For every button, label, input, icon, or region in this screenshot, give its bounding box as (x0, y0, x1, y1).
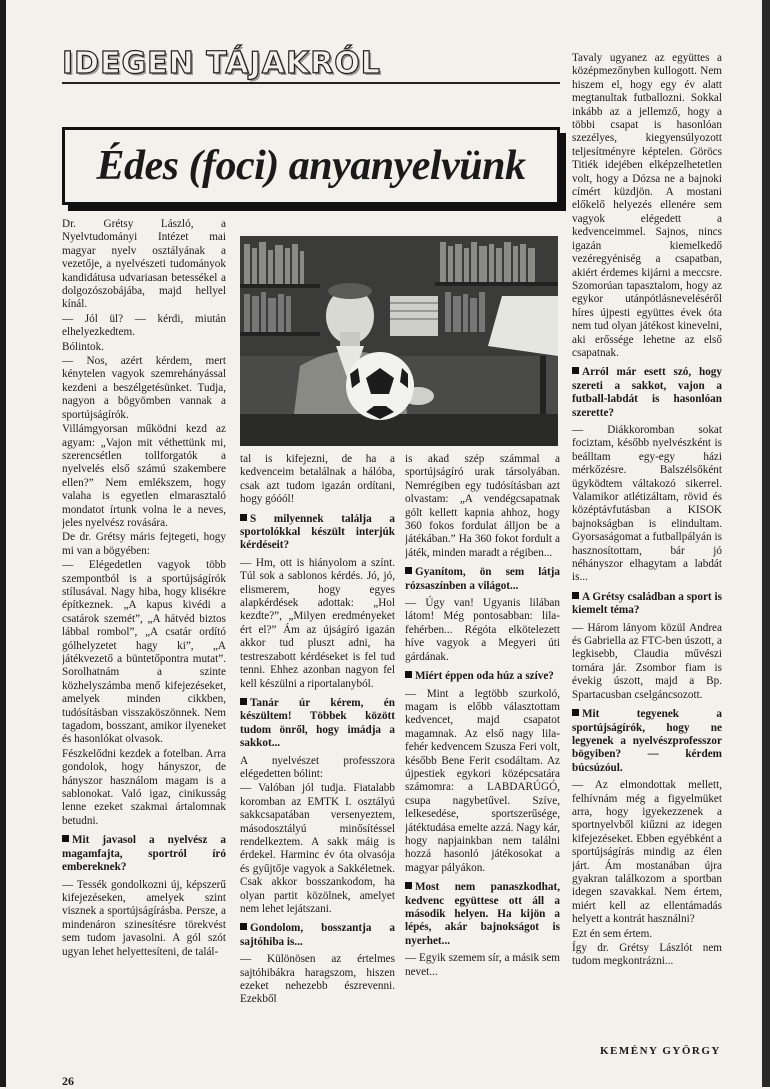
paragraph: Így dr. Grétsy Lászlót nem tudom megkontrázni... (572, 942, 722, 968)
photo-illustration (240, 236, 558, 446)
author-byline: KEMÉNY GYÖRGY (600, 1045, 721, 1057)
paragraph: — Nos, azért kérdem, mert kénytelen vagyok szemrehányással kezdeni a beszélgetésünket. Tudja, nagyon a bögyömben vannak a sportújságírók. (62, 355, 226, 421)
paragraph: — Az elmondottak mellett, felhívnám még a figyelmüket arra, hogy igyekezzenek a sportnyelvből kiűzni az idegen kifejezéseket. Ebben egyébként a sportújságírás mindig az élen járt. Ám mostanában újra gyakran találkozom a sportban idegen szavakkal. Nem értem, miért kell az ellentámadás helyett a kontrát használni? (572, 779, 722, 926)
paragraph: — Jól ül? — kérdi, miután elhelyezkedtem. (62, 312, 226, 339)
question-text: S milyennek találja a sportolókkal készült interjúk kérdéseit? (240, 512, 395, 552)
paragraph: — Egyik szemem sír, a másik sem nevet... (405, 952, 560, 978)
paragraph: Dr. Grétsy László, a Nyelvtudományi Intézet mai magyar nyelv osztályának a vezetője, a nyelvészeti tudományok kandidátusa udvariasan betessékel a dolgozószobájába, majd hellyel kínál. (62, 218, 226, 311)
paragraph: Villámgyorsan működni kezd az agyam: „Vajon mit véthettünk mi, szerencsétlen tollforgatók a nyelvelés első számú szakembere ellen?” Nem emlékszem, hogy valaha is egyetlen elmarasztaló mondatot írtunk volna le a neves, jeles nyelvész rovására. (62, 423, 226, 529)
interview-question (240, 922, 395, 949)
paragraph: — Mint a legtöbb szurkoló, magam is előbb választottam kedvencet, majd csapatot magamnak. Az első nagy lila-fehér kedvencem Szusza Feri volt, később Bene Ferit csodáltam. Az újpestiek egykori középcsatára számomra: a LABDARÚGÓ, csupa nagybetűvel. Szíve, lelkesedése, sportszerűsége, játéktudása emelte azzá. Nagy kár, hogy napjainkban nem találni hozzá hasonló játékosokat a magyar pályákon. (405, 687, 560, 874)
question-text: Mit tegyenek a sportújságírók, hogy ne legyenek a nyelvészprofesszor bögyiben? — kérdem búcsúzóul. (572, 708, 722, 774)
interview-question (240, 513, 395, 553)
paragraph: — Hm, ott is hiányolom a színt. Túl sok a sablonos kérdés. Jó, jó, elismerem, hogy egyes alapkérdések adottak: „Hol kezdte?”, „Milyen eredményeket ért el?” Ám az újságíró igazán akkor tud pluszt adni, ha testreszabott kérdéseket is fel tud tenni. Ehhez azonban nagyon fel kell készülni a riportalanyból. (240, 556, 395, 690)
article-column-2 (240, 453, 395, 1058)
question-text: Arról már esett szó, hogy szereti a sakkot, vajon a futball-labdát is hasonlóan szerette? (572, 366, 722, 419)
interview-question (405, 881, 560, 948)
paragraph: De dr. Grétsy máris fejtegeti, hogy mi van a bögyében: (62, 531, 226, 557)
square-bullet-icon (405, 671, 412, 678)
square-bullet-icon (572, 592, 579, 599)
article-column-3 (405, 453, 560, 1058)
paragraph: tal is kifejezni, de ha a kedvenceim betalálnak a hálóba, csak azt tudom igazán ordítani, hogy góóól! (240, 453, 395, 506)
question-text: Mit javasol a nyelvész a magamfajta, sportról író embereknek? (62, 834, 226, 874)
question-text: Gyanítom, ön sem látja rózsaszínben a világot... (405, 566, 560, 592)
question-text: Tanár úr kérem, én készültem! Többek között tudom önről, hogy imádja a sakkot... (240, 696, 395, 750)
paragraph: is akad szép számmal a sportújságíró urak társolyában. Nemrégiben egy tudósításban azt olvastam: „A vendégcsapatnak gólt kellett kapnia ahhoz, hogy 360 fokos fordulat álljon be a játékában.” Ha 360 fokot fordult a játék, minden maradt a régiben... (405, 453, 560, 559)
interview-question (572, 708, 722, 775)
interview-question (240, 697, 395, 751)
paragraph: Ezt én sem értem. (572, 927, 653, 940)
headline: Édes (foci) anyanyelvünk (96, 143, 526, 189)
section-kicker: IDEGEN TÁJAKRÓL (62, 46, 381, 81)
square-bullet-icon (240, 923, 247, 930)
paragraph: Fészkelődni kezdek a fotelban. Arra gondolok, hogy hányszor, de hányszor használom magam is a sablonokat. Való igaz, cinikusság lenne ezeket szakmai ártalomnak betudni. (62, 747, 226, 827)
article-column-4 (572, 52, 722, 1037)
page-number: 26 (62, 1074, 74, 1088)
square-bullet-icon (240, 698, 247, 705)
paragraph: — Elégedetlen vagyok több szempontból is a sportújságírók stílusával. Nagy hiba, hogy klisékre építkeznek. „A kapus kivédi a csatárok szemét”, „A hátvéd biztos lábbal rombol”, „A csatár ordító gólhelyzetet hagy ki”, „A játékvezető a büntetőpontra mutat”. Sorolhatnám a szinte közhelyszámba menő kifejezéseket, amelyek minden cikkben, tudósításban visszaköszönnek. Nem tagadom, bosszant, amikor ilyeneket és hasonlókat olvasok. (62, 559, 226, 746)
interview-question (62, 834, 226, 874)
headline-box (62, 127, 560, 205)
square-bullet-icon (572, 709, 579, 716)
question-text: Miért éppen oda húz a szíve? (415, 670, 554, 683)
square-bullet-icon (405, 567, 412, 574)
question-text: Most nem panaszkodhat, kedvenc együttese ott áll a második helyen. Ha kijön a lépés, akár bajnokságot is nyerhet... (405, 881, 560, 947)
square-bullet-icon (240, 514, 247, 521)
paragraph: A nyelvészet professzora elégedetten bólint: (240, 754, 395, 780)
paragraph: — Diákkoromban sokat fociztam, később nyelvészként is beálltam egy-egy házi mérkőzésre. Balszélsőként ügyködtem váltakozó sikerrel. Valamikor atlétizáltam, rövid és középtávfutásban a KISOK bajnokságban is elindultam. Gyorsaságomat a futballpályán is hasznosítottam, bár jó néhányszor elhagytam a labdát is... (572, 423, 722, 584)
interview-photo (240, 236, 558, 446)
article-column-1 (62, 218, 226, 1058)
paragraph: — Tessék gondolkozni új, képszerű kifejezéseken, amelyek szint visznek a sportújságírásba. Persze, a mindenáron szinesítésre törekvést sem tudom javasolni. A gól szót ugyan lehet helyettesíteni, de talál- (62, 878, 226, 958)
paragraph: — Három lányom közül Andrea és Gabriella az FTC-ben úszott, a legkisebb, Claudia művészi tornára jár. Zsombor fiam is évekig úszott, majd a Bp. Spartacusban cselgáncsozott. (572, 621, 722, 701)
interview-question (572, 591, 722, 618)
question-text: Gondolom, bosszantja a sajtóhiba is... (240, 922, 395, 948)
square-bullet-icon (572, 367, 579, 374)
kicker-rule (62, 82, 560, 84)
question-text: A Grétsy családban a sport is kiemelt téma? (572, 590, 722, 617)
paragraph: — Különösen az értelmes sajtóhibákra haragszom, hiszen ezeket nehezebb észrevenni. Ezekből (240, 953, 395, 1006)
interview-question (572, 366, 722, 420)
scan-edge-left (0, 0, 6, 1087)
paragraph: — Valóban jól tudja. Fiatalabb koromban az EMTK I. osztályú sakkcsapatában versenyeztem, másodosztályú minősítéssel rendelkeztem. A sakk máig is érdekel. Harminc év óta olvasója és gyűjtője vagyok a Sakkéletnek. Csak akkor bosszankodom, ha olyan partit közölnek, amelyet nem lehet lejátszani. (240, 782, 395, 915)
scan-edge-right (762, 0, 770, 1087)
interview-question (405, 566, 560, 593)
interview-question (405, 670, 560, 683)
square-bullet-icon (62, 835, 69, 842)
paragraph: Bólintok. (62, 340, 104, 353)
paragraph: — Úgy van! Ugyanis lilában látom! Még pontosabban: lila-fehérben... Régóta elkötelezett híve vagyok a Megyeri úti gárdának. (405, 597, 560, 663)
paragraph: Tavaly ugyanez az együttes a középmezőnyben kullogott. Nem hiszem el, hogy egy év alatt megtanultak futballozni. Sokkal inkább az a jellemző, hogy a többi csapat is hasonlóan szezélyes, kiegyensúlyozott teljesítményre képtelen. Göröcs Titiék idejében elképzelhetetlen volt, hogy a Dózsa ne a bajnoki címért küzdjön. A mostani előkelő helyezés ellenére sem vagyok elégedett a kedvenceimmel. Sajnos, nincs igazán kiemelkedő vezéregyéniség a csapatban, akiért érdemes kijárni a meccsre. Szomorúan tapasztalom, hogy az egykor utánpótlásneveléséről híres újpesti együttes évek óta nem tud olyan játékost kinevelni, aki erőssége lehetne az első csapatnak. (572, 52, 722, 359)
square-bullet-icon (405, 882, 412, 889)
